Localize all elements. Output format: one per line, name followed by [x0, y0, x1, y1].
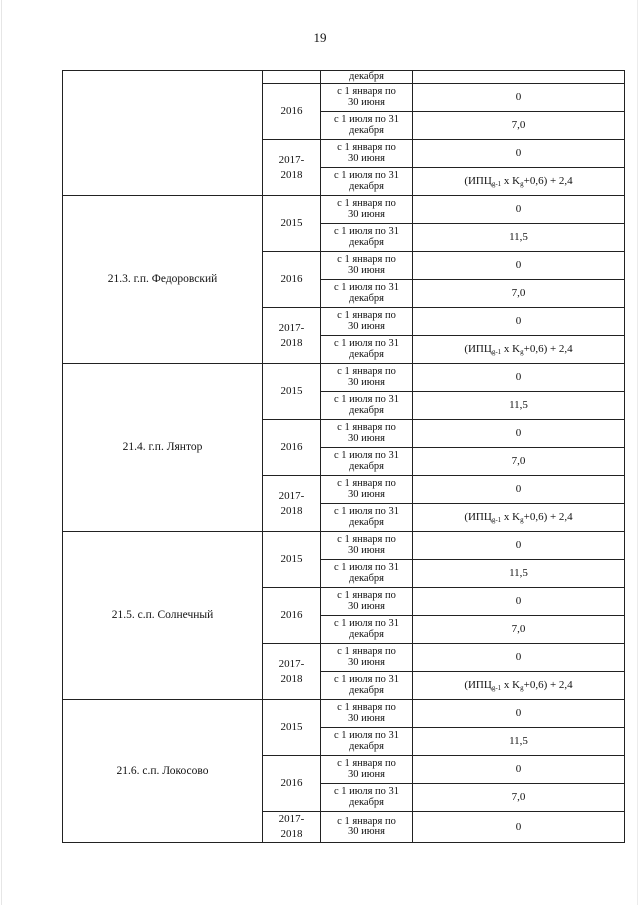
value-cell: 0 [413, 644, 625, 672]
value-cell: 0 [413, 532, 625, 560]
period-cell: с 1 июля по 31 декабря [321, 280, 413, 308]
value-cell: 0 [413, 476, 625, 504]
value-cell: 0 [413, 812, 625, 843]
period-cell: с 1 июля по 31 декабря [321, 784, 413, 812]
value-cell: 11,5 [413, 560, 625, 588]
tariff-table [62, 70, 625, 843]
year-cell: 2017- 2018 [263, 308, 321, 364]
formula-prefix: (ИПЦ [464, 511, 492, 523]
value-cell: 0 [413, 756, 625, 784]
settlement-name-cell: 21.6. с.п. Локосово [63, 700, 263, 843]
value-cell: 7,0 [413, 784, 625, 812]
period-cell: с 1 июля по 31 декабря [321, 224, 413, 252]
period-cell: с 1 июля по 31 декабря [321, 448, 413, 476]
table-row [63, 196, 625, 224]
formula-middle: x K [501, 511, 521, 523]
page-number: 19 [313, 30, 327, 45]
period-cell: с 1 июля по 31 декабря [321, 672, 413, 700]
formula-subscript: g [520, 516, 524, 524]
formula-prefix: (ИПЦ [464, 175, 492, 187]
year-cell: 2016 [263, 588, 321, 644]
formula-cell [413, 504, 625, 532]
year-cell: 2016 [263, 252, 321, 308]
value-cell: 0 [413, 700, 625, 728]
formula-subscript: g-1 [491, 180, 502, 188]
formula-subscript: g [520, 684, 524, 692]
formula-cell [413, 336, 625, 364]
period-cell: декабря [321, 71, 413, 84]
year-cell: 2015 [263, 532, 321, 588]
settlement-cell-continued [63, 71, 263, 196]
year-cell: 2016 [263, 420, 321, 476]
value-cell: 0 [413, 588, 625, 616]
scan-edge-right [637, 0, 638, 905]
period-cell: с 1 января по 30 июня [321, 476, 413, 504]
table-row [63, 700, 625, 728]
period-cell: с 1 июля по 31 декабря [321, 560, 413, 588]
formula-subscript: g-1 [491, 348, 502, 356]
period-cell: с 1 января по 30 июня [321, 756, 413, 784]
period-cell: с 1 января по 30 июня [321, 364, 413, 392]
value-cell: 0 [413, 308, 625, 336]
value-cell: 0 [413, 196, 625, 224]
period-cell: с 1 января по 30 июня [321, 252, 413, 280]
period-cell: с 1 июля по 31 декабря [321, 728, 413, 756]
period-cell: с 1 января по 30 июня [321, 700, 413, 728]
formula-middle: x K [501, 175, 521, 187]
year-cell: 2017- 2018 [263, 140, 321, 196]
formula-cell [413, 672, 625, 700]
period-cell: с 1 января по 30 июня [321, 196, 413, 224]
year-cell: 2017- 2018 [263, 644, 321, 700]
year-cell: 2015 [263, 700, 321, 756]
period-cell: с 1 января по 30 июня [321, 308, 413, 336]
year-cell-empty [263, 71, 321, 84]
value-cell: 7,0 [413, 448, 625, 476]
year-cell: 2016 [263, 84, 321, 140]
year-cell: 2015 [263, 196, 321, 252]
formula-suffix: +0,6) + 2,4 [523, 511, 573, 523]
period-cell: с 1 июля по 31 декабря [321, 392, 413, 420]
formula-subscript: g-1 [491, 516, 502, 524]
formula-middle: x K [501, 679, 521, 691]
formula-cell [413, 168, 625, 196]
period-cell: с 1 января по 30 июня [321, 644, 413, 672]
value-cell: 11,5 [413, 728, 625, 756]
formula-suffix: +0,6) + 2,4 [523, 343, 573, 355]
value-cell: 7,0 [413, 616, 625, 644]
period-cell: с 1 июля по 31 декабря [321, 504, 413, 532]
value-cell: 0 [413, 140, 625, 168]
period-cell: с 1 июля по 31 декабря [321, 336, 413, 364]
period-cell: с 1 января по 30 июня [321, 532, 413, 560]
period-cell: с 1 января по 30 июня [321, 812, 413, 843]
value-cell: 0 [413, 420, 625, 448]
value-cell: 0 [413, 252, 625, 280]
scan-edge-left [1, 0, 2, 905]
formula-subscript: g-1 [491, 684, 502, 692]
value-cell: 7,0 [413, 280, 625, 308]
value-cell: 11,5 [413, 392, 625, 420]
settlement-name-cell: 21.4. г.п. Лянтор [63, 364, 263, 532]
settlement-name-cell: 21.3. г.п. Федоровский [63, 196, 263, 364]
formula-suffix: +0,6) + 2,4 [523, 175, 573, 187]
period-cell: с 1 июля по 31 декабря [321, 168, 413, 196]
value-cell: 7,0 [413, 112, 625, 140]
year-cell: 2015 [263, 364, 321, 420]
value-cell: 0 [413, 84, 625, 112]
formula-prefix: (ИПЦ [464, 343, 492, 355]
period-cell: с 1 января по 30 июня [321, 420, 413, 448]
period-cell: с 1 января по 30 июня [321, 84, 413, 112]
period-cell: с 1 июля по 31 декабря [321, 616, 413, 644]
year-cell: 2016 [263, 756, 321, 812]
formula-subscript: g [520, 348, 524, 356]
settlement-name-cell: 21.5. с.п. Солнечный [63, 532, 263, 700]
table-row [63, 532, 625, 560]
value-cell-empty [413, 71, 625, 84]
value-cell: 11,5 [413, 224, 625, 252]
period-cell: с 1 января по 30 июня [321, 588, 413, 616]
table-row [63, 71, 625, 84]
table-row [63, 364, 625, 392]
formula-subscript: g [520, 180, 524, 188]
period-cell: с 1 января по 30 июня [321, 140, 413, 168]
formula-prefix: (ИПЦ [464, 679, 492, 691]
formula-middle: x K [501, 343, 521, 355]
year-cell: 2017- 2018 [263, 476, 321, 532]
value-cell: 0 [413, 364, 625, 392]
formula-suffix: +0,6) + 2,4 [523, 679, 573, 691]
period-cell: с 1 июля по 31 декабря [321, 112, 413, 140]
year-cell: 2017- 2018 [263, 812, 321, 843]
